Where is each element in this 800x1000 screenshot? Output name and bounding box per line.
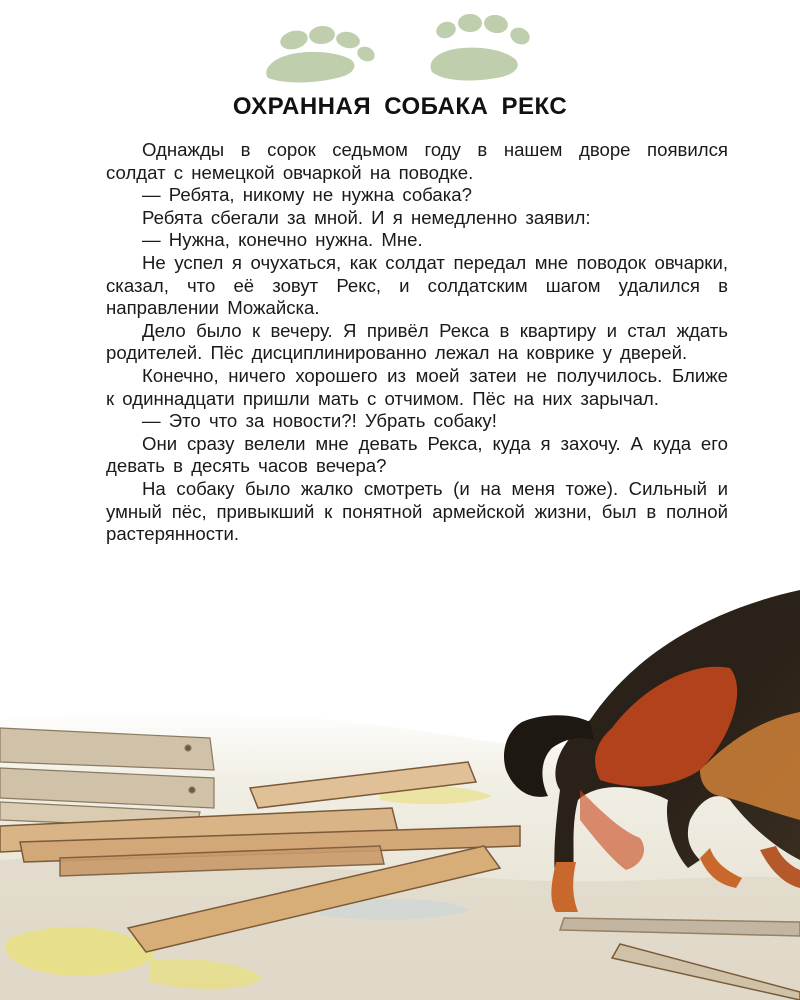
paragraph: На собаку было жалко смотреть (и на меня тоже). Сильный и умный пёс, привыкший к понятной армейской жизни, был в полной растерянности. bbox=[106, 477, 728, 545]
fence-boards bbox=[0, 728, 214, 828]
paragraph: — Ребята, никому не нужна собака? bbox=[142, 184, 472, 206]
page-title: ОХРАННАЯ СОБАКА РЕКС bbox=[232, 93, 568, 120]
paragraph: — Это что за новости?! Убрать собаку! bbox=[142, 410, 497, 432]
paw-prints-decoration bbox=[0, 0, 800, 90]
paw-print-right-icon bbox=[431, 13, 533, 80]
paragraph: Дело было к вечеру. Я привёл Рекса в квартиру и стал ждать родителей. Пёс дисциплинированно лежал на коврике у дверей. bbox=[106, 319, 728, 364]
story-text bbox=[106, 139, 728, 546]
paragraph: Не успел я очухаться, как солдат передал мне поводок овчарки, сказал, что её зовут Рекс, и солдатским шагом удалился в направлении Можайска. bbox=[106, 251, 728, 319]
paw-print-left-icon bbox=[266, 25, 377, 83]
paragraph: Однажды в сорок седьмом году в нашем дворе появился солдат с немецкой овчаркой на поводке. bbox=[106, 139, 728, 183]
paragraph: — Нужна, конечно нужна. Мне. bbox=[142, 229, 423, 251]
paragraph: Они сразу велели мне девать Рекса, куда я захочу. А куда его девать в десять часов вечера? bbox=[106, 432, 728, 477]
dog-illustration bbox=[0, 578, 800, 1000]
paragraph: Конечно, ничего хорошего из моей затеи не получилось. Ближе к одиннадцати пришли мать с отчимом. Пёс на них зарычал. bbox=[106, 364, 728, 409]
paragraph: Ребята сбегали за мной. И я немедленно заявил: bbox=[142, 206, 591, 228]
